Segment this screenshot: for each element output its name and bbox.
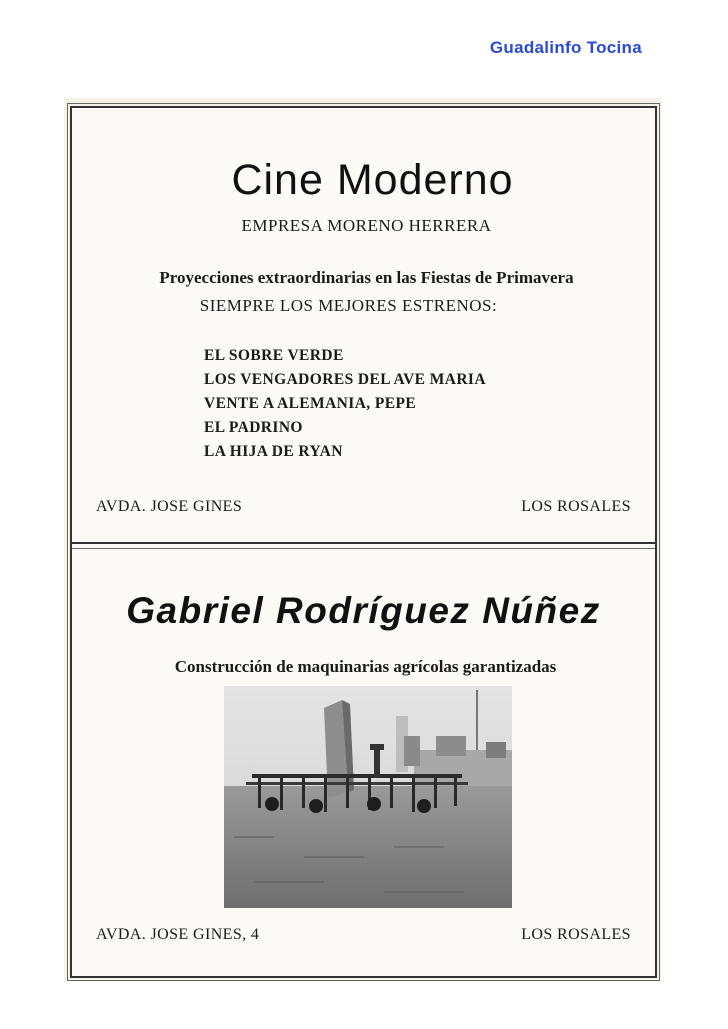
estrenos-heading: SIEMPRE LOS MEJORES ESTRENOS:: [199, 296, 498, 315]
page-frame: [70, 106, 657, 978]
watermark: Guadalinfo Tocina: [489, 38, 642, 57]
machinery-photo: [224, 686, 512, 908]
cine-moderno-ad: [72, 108, 655, 542]
gabriel-name: Gabriel Rodríguez Núñez: [126, 590, 601, 631]
cine-title: Cine Moderno: [231, 156, 514, 204]
film-item: VENTE A ALEMANIA, PEPE: [204, 395, 417, 412]
film-item: LOS VENGADORES DEL AVE MARIA: [204, 371, 486, 388]
gabriel-town: LOS ROSALES: [521, 926, 631, 943]
film-list: [204, 344, 486, 464]
film-item: LA HIJA DE RYAN: [204, 443, 343, 460]
proyecciones-line: Proyecciones extraordinarias en las Fiestas de Primavera: [159, 268, 574, 287]
cine-town: LOS ROSALES: [521, 498, 631, 515]
gabriel-tagline: Construcción de maquinarias agrícolas garantizadas: [174, 657, 557, 676]
empresa-line: EMPRESA MORENO HERRERA: [241, 216, 492, 235]
film-item: EL SOBRE VERDE: [204, 347, 344, 364]
scanned-page: [64, 98, 661, 982]
cine-address: AVDA. JOSE GINES: [96, 498, 243, 515]
gabriel-ad: [72, 546, 655, 976]
gabriel-address: AVDA. JOSE GINES, 4: [96, 926, 260, 943]
film-item: EL PADRINO: [204, 419, 303, 436]
